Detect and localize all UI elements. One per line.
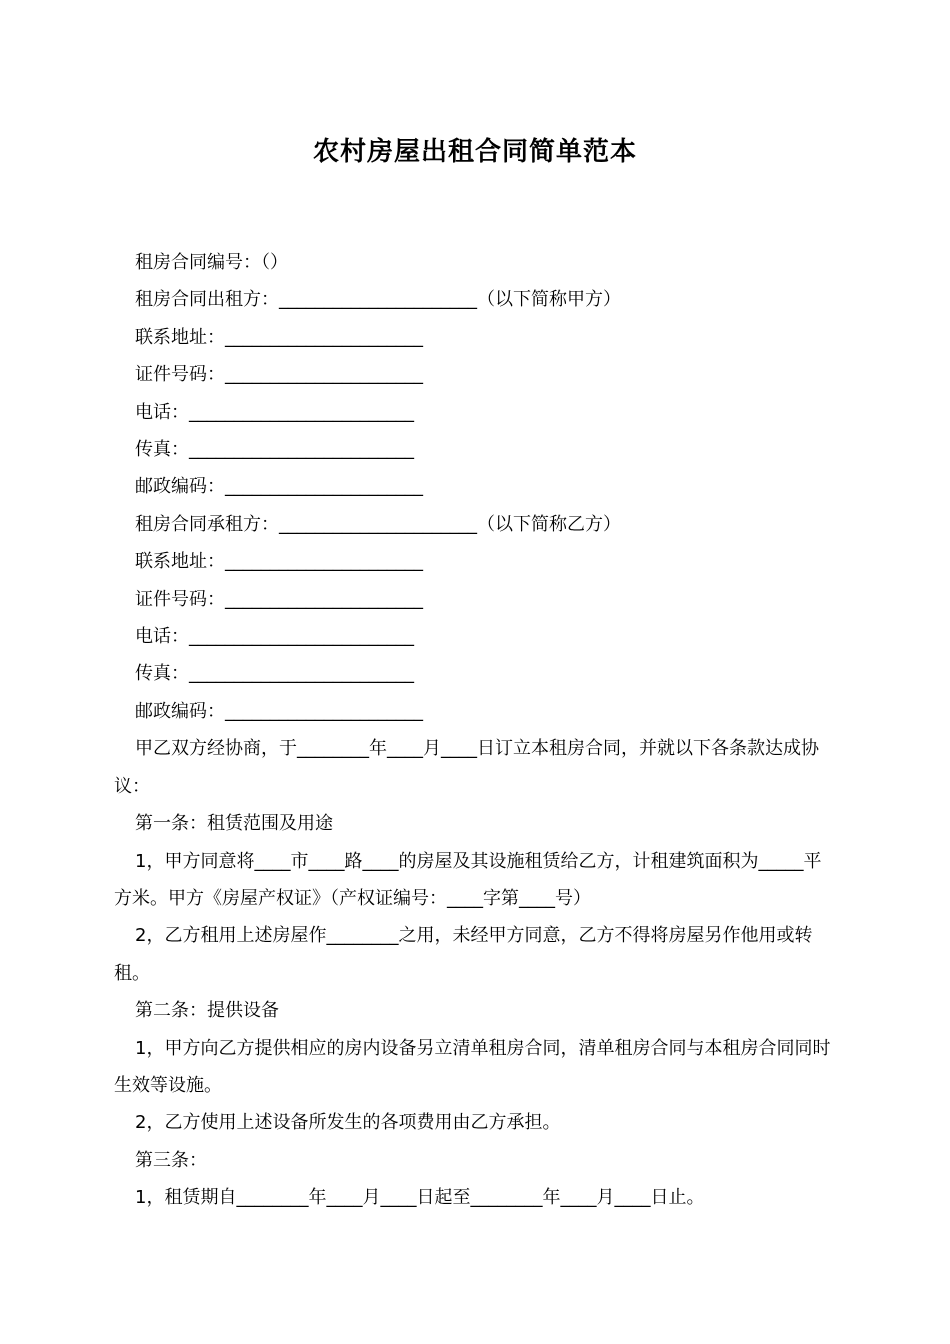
article-2-clause-2: 2，乙方使用上述设备所发生的各项费用由乙方承担。 [135,1112,561,1134]
article-3-clause-1: 1，租赁期自________年____月____日起至________年____月____日止。 [135,1187,705,1209]
lessee-postcode: 邮政编码：______________________ [135,700,423,722]
article-1-clause-2: 2，乙方租用上述房屋作________之用，未经甲方同意，乙方不得将房屋另作他用或转租。 [114,925,813,984]
agreement-intro: 甲乙双方经协商，于________年____月____日订立本租房合同，并就以下各条款达成协议： [114,738,819,797]
lessor-fax: 传真：_________________________ [135,439,414,461]
lessee-address: 联系地址：______________________ [135,551,423,573]
lessee-fax: 传真：_________________________ [135,663,414,685]
article-2-heading: 第二条：提供设备 [135,1000,279,1022]
article-1-clause-1: 1，甲方同意将____市____路____的房屋及其设施租赁给乙方，计租建筑面积为_____平方米。甲方《房屋产权证》（产权证编号：____字第____号） [114,850,822,909]
lessee-id-number: 证件号码：______________________ [135,588,423,610]
article-2-clause-1: 1，甲方向乙方提供相应的房内设备另立清单租房合同，清单租房合同与本租房合同同时生效等设施。 [114,1037,831,1096]
document-title: 农村房屋出租合同简单范本 [312,137,637,167]
contract-number: 租房合同编号：（） [135,252,288,273]
lessor-id-number: 证件号码：______________________ [135,364,423,386]
article-1-heading: 第一条：租赁范围及用途 [135,813,333,835]
lessee-line: 租房合同承租方：______________________（以下简称乙方） [135,513,621,535]
lessor-address: 联系地址：______________________ [135,326,423,348]
lessor-line: 租房合同出租方：______________________（以下简称甲方） [135,289,621,311]
lessor-phone: 电话：_________________________ [135,401,414,423]
lessee-phone: 电话：_________________________ [135,626,414,648]
lessor-postcode: 邮政编码：______________________ [135,476,423,498]
document-body [114,244,836,1217]
article-3-heading: 第三条： [135,1149,207,1171]
